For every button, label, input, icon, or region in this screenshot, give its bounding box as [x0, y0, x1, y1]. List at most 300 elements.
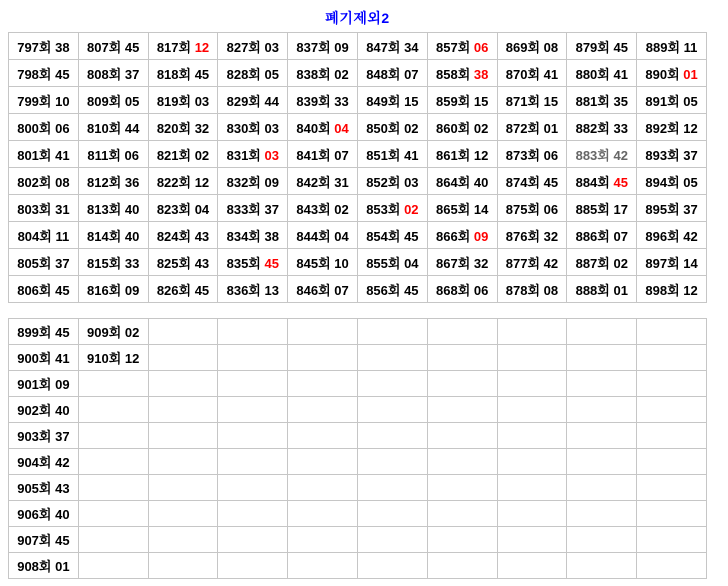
round-cell [427, 60, 497, 87]
round-value: 08 [543, 39, 559, 55]
empty-cell [288, 423, 358, 449]
round-cell [357, 195, 427, 222]
round-cell [148, 249, 218, 276]
round-value: 44 [124, 120, 140, 136]
empty-cell [288, 475, 358, 501]
round-label: 844회 [296, 228, 331, 244]
round-value: 03 [264, 39, 279, 55]
round-value: 09 [264, 174, 279, 190]
empty-cell [148, 501, 218, 527]
round-value: 05 [264, 66, 279, 82]
round-cell [357, 114, 427, 141]
round-label: 910회 [87, 351, 122, 366]
round-value: 09 [334, 39, 349, 55]
round-value: 06 [55, 120, 70, 136]
table-row [9, 141, 707, 168]
round-cell [9, 319, 79, 345]
round-cell [9, 276, 79, 303]
round-value: 45 [543, 174, 559, 190]
round-value: 05 [124, 93, 140, 109]
round-label: 805회 [17, 255, 52, 271]
round-label: 810회 [87, 120, 122, 136]
round-cell [567, 141, 637, 168]
round-value: 06 [543, 201, 559, 217]
round-value: 09 [55, 377, 70, 392]
round-label: 852회 [366, 174, 401, 190]
round-cell [148, 141, 218, 168]
table-row [9, 449, 707, 475]
round-value: 31 [334, 174, 349, 190]
round-cell [567, 114, 637, 141]
round-label: 850회 [366, 120, 401, 136]
round-value: 43 [55, 481, 70, 496]
round-cell [78, 60, 148, 87]
round-label: 858회 [436, 66, 471, 82]
round-label: 880회 [575, 66, 610, 82]
round-cell [9, 60, 79, 87]
round-value: 03 [264, 120, 279, 136]
empty-cell [288, 501, 358, 527]
round-value: 15 [473, 93, 489, 109]
round-cell [9, 345, 79, 371]
round-value: 42 [55, 455, 70, 470]
empty-cell [218, 527, 288, 553]
round-label: 885회 [575, 201, 610, 217]
round-value: 12 [473, 147, 489, 163]
empty-cell [567, 449, 637, 475]
round-cell [357, 222, 427, 249]
round-cell [78, 114, 148, 141]
round-value: 12 [194, 39, 210, 55]
round-label: 893회 [645, 147, 680, 163]
round-cell [78, 87, 148, 114]
round-value: 07 [334, 282, 349, 298]
round-cell [288, 249, 358, 276]
round-value: 03 [194, 93, 210, 109]
empty-cell [497, 371, 567, 397]
round-value: 11 [55, 228, 70, 244]
empty-cell [148, 319, 218, 345]
round-value: 38 [473, 66, 489, 82]
empty-cell [497, 319, 567, 345]
round-label: 828회 [226, 66, 261, 82]
round-value: 37 [683, 147, 698, 163]
empty-cell [148, 397, 218, 423]
round-cell [637, 141, 707, 168]
round-label: 816회 [87, 282, 122, 298]
round-label: 859회 [436, 93, 471, 109]
round-cell [637, 249, 707, 276]
round-cell [288, 114, 358, 141]
round-value: 07 [613, 228, 628, 244]
round-value: 33 [124, 255, 140, 271]
round-value: 08 [543, 282, 559, 298]
round-value: 38 [55, 39, 70, 55]
round-label: 905회 [17, 481, 52, 496]
round-value: 04 [194, 201, 210, 217]
empty-cell [427, 371, 497, 397]
round-value: 12 [683, 282, 698, 298]
round-label: 839회 [296, 93, 331, 109]
round-label: 849회 [366, 93, 401, 109]
round-label: 867회 [436, 255, 471, 271]
round-label: 901회 [17, 377, 52, 392]
round-label: 837회 [296, 39, 331, 55]
round-label: 819회 [156, 93, 192, 109]
empty-cell [357, 527, 427, 553]
round-label: 891회 [645, 93, 680, 109]
empty-cell [148, 527, 218, 553]
empty-cell [288, 553, 358, 579]
round-cell [357, 60, 427, 87]
round-cell [78, 249, 148, 276]
empty-cell [357, 397, 427, 423]
round-value: 42 [613, 147, 628, 163]
table-row [9, 397, 707, 423]
round-value: 32 [473, 255, 489, 271]
round-value: 45 [55, 282, 70, 298]
round-cell [637, 60, 707, 87]
round-cell [637, 195, 707, 222]
table-row [9, 371, 707, 397]
round-cell [497, 168, 567, 195]
round-label: 827회 [226, 39, 261, 55]
round-value: 37 [124, 66, 140, 82]
empty-cell [288, 371, 358, 397]
round-value: 04 [334, 228, 349, 244]
round-label: 861회 [436, 147, 471, 163]
round-label: 847회 [366, 39, 401, 55]
round-value: 07 [404, 66, 419, 82]
round-label: 843회 [296, 201, 331, 217]
round-value: 02 [613, 255, 628, 271]
round-cell [148, 60, 218, 87]
empty-cell [637, 475, 707, 501]
empty-cell [357, 319, 427, 345]
table-row [9, 423, 707, 449]
empty-cell [218, 501, 288, 527]
round-value: 40 [124, 201, 140, 217]
empty-cell [78, 423, 148, 449]
empty-cell [218, 553, 288, 579]
round-label: 803회 [17, 201, 52, 217]
round-value: 45 [613, 174, 628, 190]
empty-cell [357, 553, 427, 579]
table-row [9, 276, 707, 303]
round-label: 835회 [226, 255, 261, 271]
round-label: 898회 [645, 282, 680, 298]
empty-cell [637, 553, 707, 579]
empty-cell [357, 449, 427, 475]
round-label: 817회 [156, 39, 192, 55]
round-value: 06 [473, 39, 489, 55]
round-value: 41 [543, 66, 559, 82]
round-value: 40 [124, 228, 140, 244]
round-value: 02 [124, 325, 140, 340]
round-cell [148, 168, 218, 195]
empty-cell [148, 371, 218, 397]
round-value: 45 [55, 325, 70, 340]
round-label: 815회 [87, 255, 122, 271]
empty-cell [357, 371, 427, 397]
empty-cell [148, 345, 218, 371]
round-cell [567, 249, 637, 276]
round-cell [78, 141, 148, 168]
round-cell [9, 475, 79, 501]
round-value: 37 [264, 201, 279, 217]
table-row [9, 195, 707, 222]
round-cell [9, 371, 79, 397]
round-label: 907회 [17, 533, 52, 548]
round-cell [567, 195, 637, 222]
round-value: 12 [194, 174, 210, 190]
round-label: 824회 [156, 228, 192, 244]
round-label: 856회 [366, 282, 401, 298]
round-label: 800회 [17, 120, 52, 136]
empty-cell [427, 397, 497, 423]
round-label: 822회 [156, 174, 192, 190]
table-row [9, 222, 707, 249]
empty-cell [288, 397, 358, 423]
empty-cell [567, 345, 637, 371]
round-cell [9, 501, 79, 527]
table-row [9, 527, 707, 553]
round-label: 820회 [156, 120, 192, 136]
empty-cell [288, 527, 358, 553]
round-label: 895회 [645, 201, 680, 217]
round-cell [427, 195, 497, 222]
round-label: 892회 [645, 120, 680, 136]
empty-cell [78, 553, 148, 579]
round-label: 831회 [226, 147, 261, 163]
round-label: 873회 [505, 147, 541, 163]
round-label: 902회 [17, 403, 52, 418]
empty-cell [218, 475, 288, 501]
empty-cell [567, 553, 637, 579]
round-value: 02 [194, 147, 210, 163]
round-value: 37 [55, 429, 70, 444]
round-value: 41 [613, 66, 628, 82]
round-label: 807회 [87, 39, 122, 55]
round-label: 826회 [156, 282, 192, 298]
round-label: 854회 [366, 228, 401, 244]
round-cell [218, 222, 288, 249]
empty-cell [427, 423, 497, 449]
round-label: 818회 [156, 66, 192, 82]
round-cell [78, 168, 148, 195]
round-cell [218, 141, 288, 168]
table-row [9, 87, 707, 114]
round-label: 825회 [156, 255, 192, 271]
empty-cell [148, 553, 218, 579]
round-label: 808회 [87, 66, 122, 82]
round-cell [9, 553, 79, 579]
round-cell [357, 141, 427, 168]
round-cell [9, 195, 79, 222]
round-value: 45 [404, 228, 419, 244]
table-row [9, 60, 707, 87]
round-cell [288, 60, 358, 87]
round-cell [637, 168, 707, 195]
round-label: 842회 [296, 174, 331, 190]
round-cell [148, 33, 218, 60]
round-value: 01 [613, 282, 628, 298]
round-label: 802회 [17, 174, 52, 190]
round-value: 01 [683, 66, 698, 82]
round-label: 882회 [575, 120, 610, 136]
table-row [9, 249, 707, 276]
empty-cell [427, 345, 497, 371]
round-cell [288, 222, 358, 249]
empty-cell [497, 449, 567, 475]
empty-cell [288, 319, 358, 345]
round-value: 41 [55, 147, 70, 163]
round-cell [567, 33, 637, 60]
round-label: 896회 [645, 228, 680, 244]
round-value: 40 [473, 174, 489, 190]
round-value: 10 [55, 93, 70, 109]
empty-cell [567, 475, 637, 501]
round-cell [218, 195, 288, 222]
empty-cell [218, 423, 288, 449]
round-value: 08 [55, 174, 70, 190]
round-value: 45 [55, 66, 70, 82]
empty-cell [148, 423, 218, 449]
round-cell [148, 276, 218, 303]
empty-cell [567, 371, 637, 397]
round-label: 821회 [156, 147, 192, 163]
round-value: 36 [124, 174, 140, 190]
empty-cell [288, 449, 358, 475]
round-label: 870회 [505, 66, 541, 82]
empty-cell [637, 423, 707, 449]
round-cell [218, 276, 288, 303]
round-label: 875회 [505, 201, 541, 217]
round-value: 45 [124, 39, 140, 55]
empty-cell [637, 397, 707, 423]
empty-cell [497, 527, 567, 553]
round-value: 15 [543, 93, 559, 109]
empty-cell [567, 397, 637, 423]
round-cell [9, 168, 79, 195]
round-label: 877회 [505, 255, 541, 271]
round-cell [288, 276, 358, 303]
round-label: 887회 [575, 255, 610, 271]
round-value: 45 [613, 39, 628, 55]
round-value: 45 [194, 282, 210, 298]
round-value: 14 [473, 201, 489, 217]
round-cell [78, 33, 148, 60]
round-label: 851회 [366, 147, 401, 163]
round-label: 883회 [575, 147, 610, 163]
round-cell [357, 33, 427, 60]
round-label: 848회 [366, 66, 401, 82]
round-label: 884회 [575, 174, 610, 190]
round-cell [288, 87, 358, 114]
round-cell [637, 33, 707, 60]
round-cell [288, 195, 358, 222]
round-cell [567, 276, 637, 303]
round-value: 37 [55, 255, 70, 271]
round-label: 811회 [87, 147, 121, 163]
empty-cell [637, 449, 707, 475]
round-value: 12 [683, 120, 698, 136]
round-label: 906회 [17, 507, 52, 522]
round-cell [9, 423, 79, 449]
round-cell [9, 114, 79, 141]
round-cell [637, 276, 707, 303]
round-cell [9, 141, 79, 168]
page-title: 폐기제외2 [325, 10, 390, 26]
round-cell [9, 449, 79, 475]
round-cell [637, 87, 707, 114]
round-label: 853회 [366, 201, 401, 217]
empty-cell [357, 475, 427, 501]
round-cell [427, 168, 497, 195]
round-cell [497, 60, 567, 87]
round-value: 02 [404, 201, 419, 217]
round-cell [497, 276, 567, 303]
round-label: 804회 [17, 228, 52, 244]
empty-cell [78, 501, 148, 527]
round-label: 832회 [226, 174, 261, 190]
empty-cell [218, 397, 288, 423]
round-value: 41 [404, 147, 419, 163]
empty-cell [288, 345, 358, 371]
round-label: 860회 [436, 120, 471, 136]
round-cell [427, 33, 497, 60]
round-value: 42 [683, 228, 698, 244]
round-cell [427, 276, 497, 303]
empty-cell [78, 475, 148, 501]
round-label: 864회 [436, 174, 471, 190]
round-label: 865회 [436, 201, 471, 217]
round-value: 32 [543, 228, 559, 244]
empty-cell [637, 319, 707, 345]
empty-cell [427, 475, 497, 501]
round-label: 841회 [296, 147, 331, 163]
round-label: 838회 [296, 66, 331, 82]
round-value: 42 [543, 255, 559, 271]
round-cell [148, 195, 218, 222]
round-label: 909회 [87, 325, 122, 340]
round-label: 809회 [87, 93, 122, 109]
round-cell [427, 249, 497, 276]
round-cell [637, 222, 707, 249]
round-value: 33 [334, 93, 349, 109]
round-cell [357, 276, 427, 303]
round-value: 09 [124, 282, 140, 298]
round-label: 798회 [17, 66, 52, 82]
round-value: 32 [194, 120, 210, 136]
round-label: 897회 [645, 255, 680, 271]
round-label: 866회 [436, 228, 471, 244]
round-label: 876회 [505, 228, 541, 244]
round-cell [567, 168, 637, 195]
empty-cell [218, 319, 288, 345]
round-value: 31 [55, 201, 70, 217]
round-value: 12 [124, 351, 140, 366]
round-value: 03 [404, 174, 419, 190]
round-label: 855회 [366, 255, 401, 271]
round-cell [567, 60, 637, 87]
round-label: 868회 [436, 282, 471, 298]
round-label: 833회 [226, 201, 261, 217]
empty-cell [218, 449, 288, 475]
table-row [9, 501, 707, 527]
round-value: 43 [194, 228, 210, 244]
rounds-table-recent [8, 318, 707, 579]
